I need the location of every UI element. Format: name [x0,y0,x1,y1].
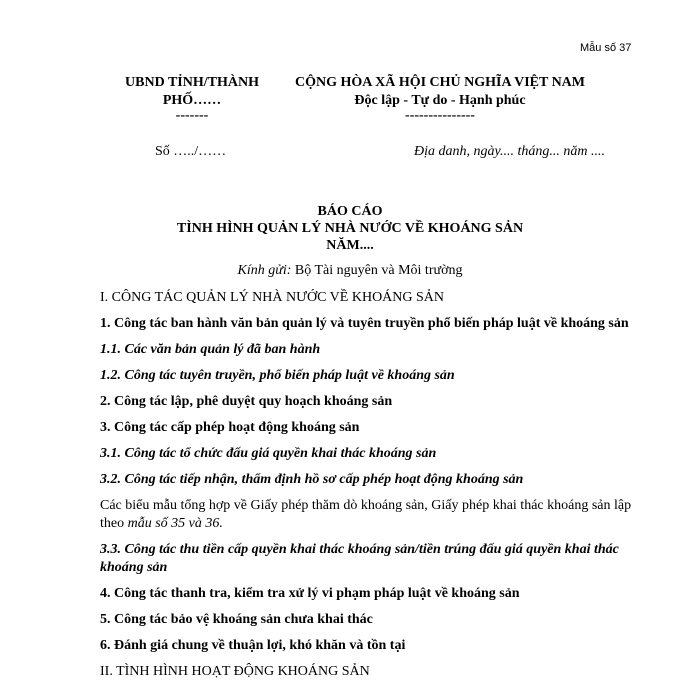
section-heading-2: II. TÌNH HÌNH HOẠT ĐỘNG KHOÁNG SẢN [100,664,370,679]
note-text: Các biểu mẫu tổng hợp về Giấy phép thăm dò khoáng sản, Giấy phép khai thác khoáng sản lập theo [100,498,632,531]
place-date: Địa danh, ngày.... tháng... năm .... [414,144,605,159]
subsection-3-3: 3.3. Công tác thu tiền cấp quyền khai thác khoáng sản/tiền trúng đấu giá quyền khai thác khoáng sản [100,542,619,575]
country-name: CỘNG HÒA XÃ HỘI CHỦ NGHĨA VIỆT NAM [294,75,585,90]
authority-divider: ------- [175,108,209,123]
title-line3: NĂM.... [326,238,374,253]
subsection-1-1: 1.1. Các văn bản quản lý đã ban hành [100,342,321,357]
authority-line1: UBND TỈNH/THÀNH [125,75,259,90]
subsection-3-2-note [100,497,640,533]
subsection-3-1: 3.1. Công tác tổ chức đấu giá quyền khai thác khoáng sản [100,446,437,461]
recipient-prefix: Kính gửi: [237,263,292,278]
recipient-name: Bộ Tài nguyên và Môi trường [294,263,463,278]
note-form-reference: mẫu số 35 và 36. [127,516,223,531]
subsection-3: 3. Công tác cấp phép hoạt động khoáng sản [100,420,360,435]
subsection-3-2: 3.2. Công tác tiếp nhận, thẩm định hồ sơ cấp phép hoạt động khoáng sản [100,472,524,487]
document-number: Số …../…… [155,144,227,159]
national-motto-header [290,74,590,122]
form-number: Mẫu số 37 [580,42,632,54]
title-line2: TÌNH HÌNH QUẢN LÝ NHÀ NƯỚC VỀ KHOÁNG SẢN [176,221,524,236]
recipient-line [0,263,700,279]
report-body [100,289,640,681]
subsection-4: 4. Công tác thanh tra, kiểm tra xử lý vi phạm pháp luật về khoáng sản [100,586,520,601]
subsection-1: 1. Công tác ban hành văn bản quản lý và tuyên truyền phổ biến pháp luật về khoáng sản [100,316,629,331]
motto: Độc lập - Tự do - Hạnh phúc [354,93,526,108]
title-line1: BÁO CÁO [317,204,383,219]
section-heading-1: I. CÔNG TÁC QUẢN LÝ NHÀ NƯỚC VỀ KHOÁNG SẢN [100,290,445,305]
subsection-6: 6. Đánh giá chung về thuận lợi, khó khăn và tồn tại [100,638,406,653]
authority-line2: PHỐ…… [162,93,222,108]
subsection-5: 5. Công tác bảo vệ khoáng sản chưa khai thác [100,612,373,627]
subsection-2: 2. Công tác lập, phê duyệt quy hoạch khoáng sản [100,394,393,409]
motto-divider: --------------- [405,108,475,123]
report-title [0,203,700,254]
subsection-1-2: 1.2. Công tác tuyên truyền, phổ biến pháp luật về khoáng sản [100,368,455,383]
issuing-authority-header [112,74,272,122]
